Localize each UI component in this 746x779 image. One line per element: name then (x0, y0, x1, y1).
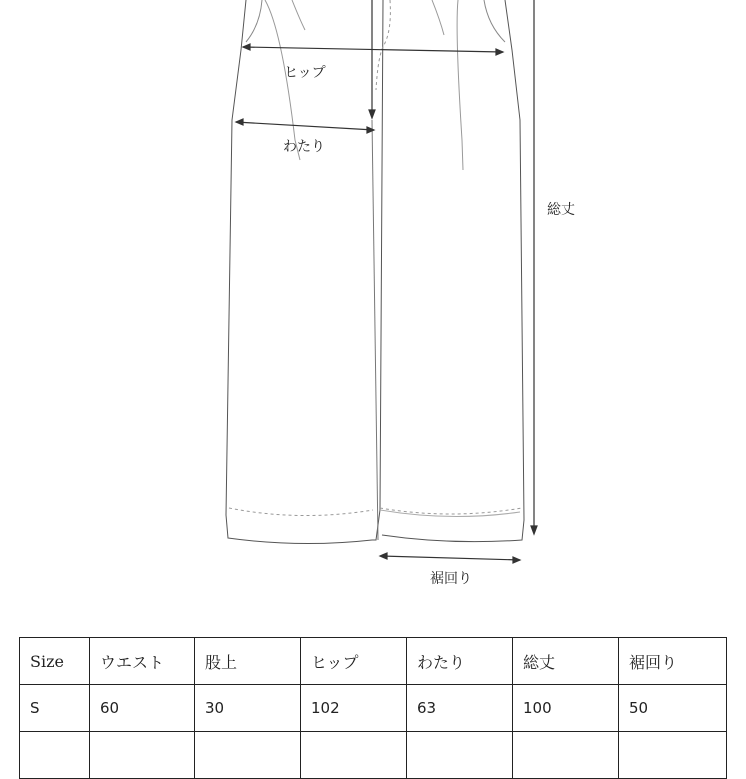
thigh-label: わたり (283, 139, 325, 155)
header-cell-thigh: わたり (407, 638, 513, 685)
table-row-partial (20, 732, 727, 779)
size-table (19, 637, 727, 779)
cell-length: 100 (513, 685, 619, 732)
hem-arrow (380, 556, 520, 560)
table-header-row (20, 638, 727, 685)
cell-hem: 50 (619, 685, 727, 732)
hem-label: 裾回り (430, 571, 472, 587)
thigh-arrow (236, 122, 374, 130)
header-cell-hip: ヒップ (301, 638, 407, 685)
cell-thigh: 63 (407, 685, 513, 732)
length-label: 総丈 (547, 202, 575, 218)
header-cell-size: Size (20, 638, 90, 685)
cell-rise: 30 (195, 685, 301, 732)
header-cell-rise: 股上 (195, 638, 301, 685)
cell-size: S (20, 685, 90, 732)
hip-label: ヒップ (284, 65, 326, 81)
cell-hip: 102 (301, 685, 407, 732)
header-cell-waist: ウエスト (90, 638, 195, 685)
header-cell-hem: 裾回り (619, 638, 727, 685)
cell-waist: 60 (90, 685, 195, 732)
table-row (20, 685, 727, 732)
hip-arrow (243, 47, 503, 52)
header-cell-length: 総丈 (513, 638, 619, 685)
